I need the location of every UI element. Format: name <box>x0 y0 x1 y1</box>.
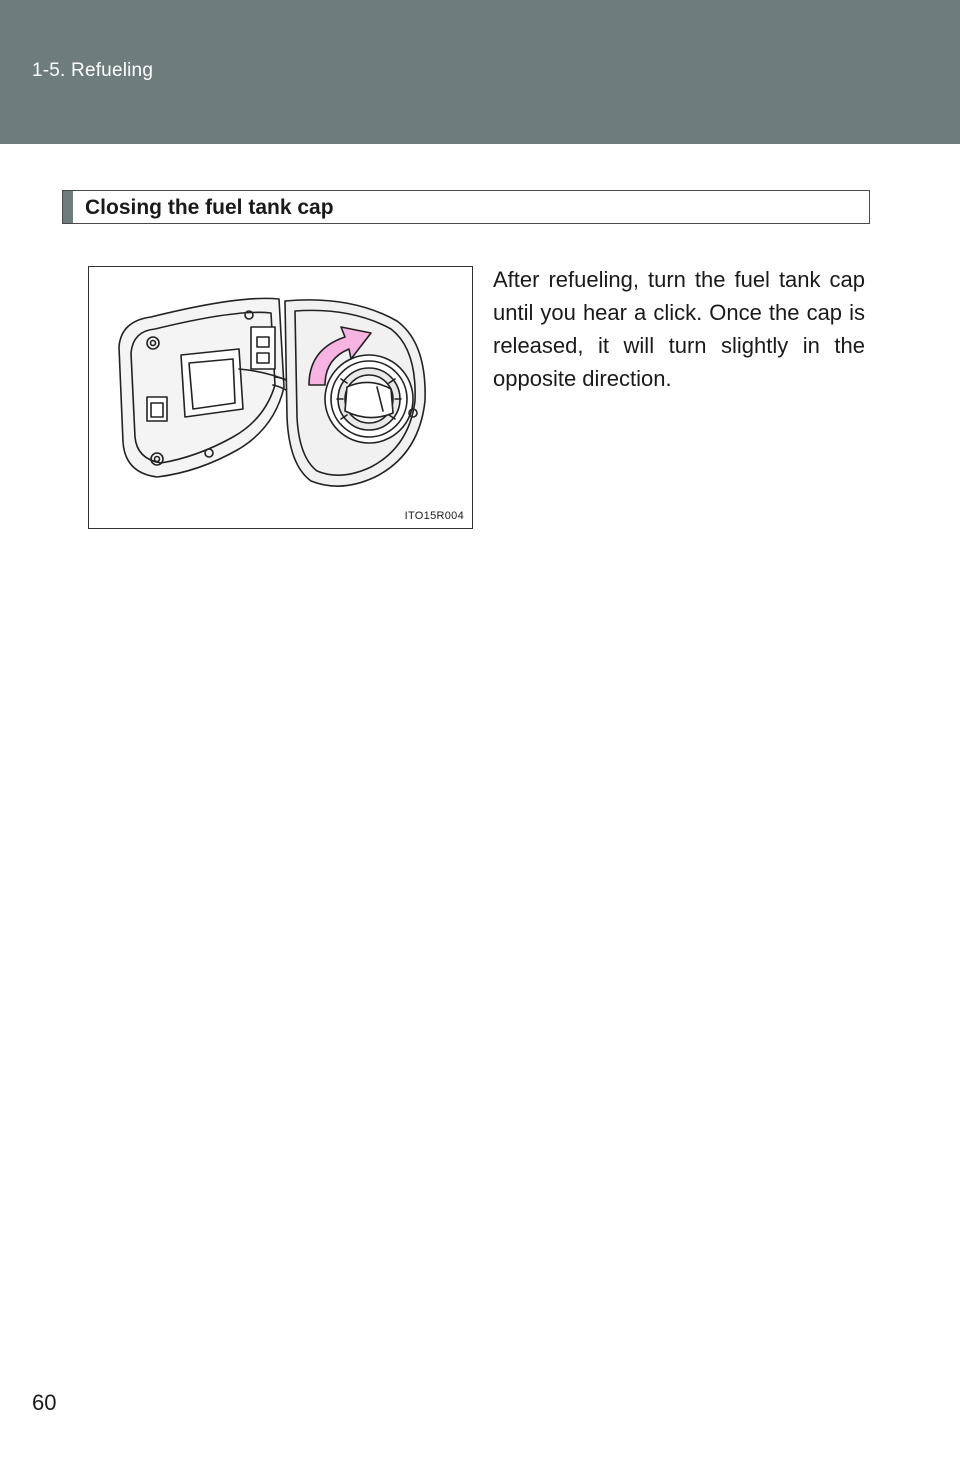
figure-code: ITO15R004 <box>404 510 464 522</box>
header-band <box>0 0 960 144</box>
section-title-bar <box>62 190 870 224</box>
fuel-door-drawing <box>89 267 474 530</box>
page-number: 60 <box>32 1390 57 1415</box>
fuel-cap-illustration <box>88 266 473 529</box>
title-accent <box>63 191 73 223</box>
section-title: Closing the fuel tank cap <box>85 196 334 219</box>
instruction-paragraph: After refueling, turn the fuel tank cap until you hear a click. Once the cap is released, it will turn slightly in the opposite direction. <box>493 267 865 391</box>
section-label: 1-5. Refueling <box>32 60 154 81</box>
